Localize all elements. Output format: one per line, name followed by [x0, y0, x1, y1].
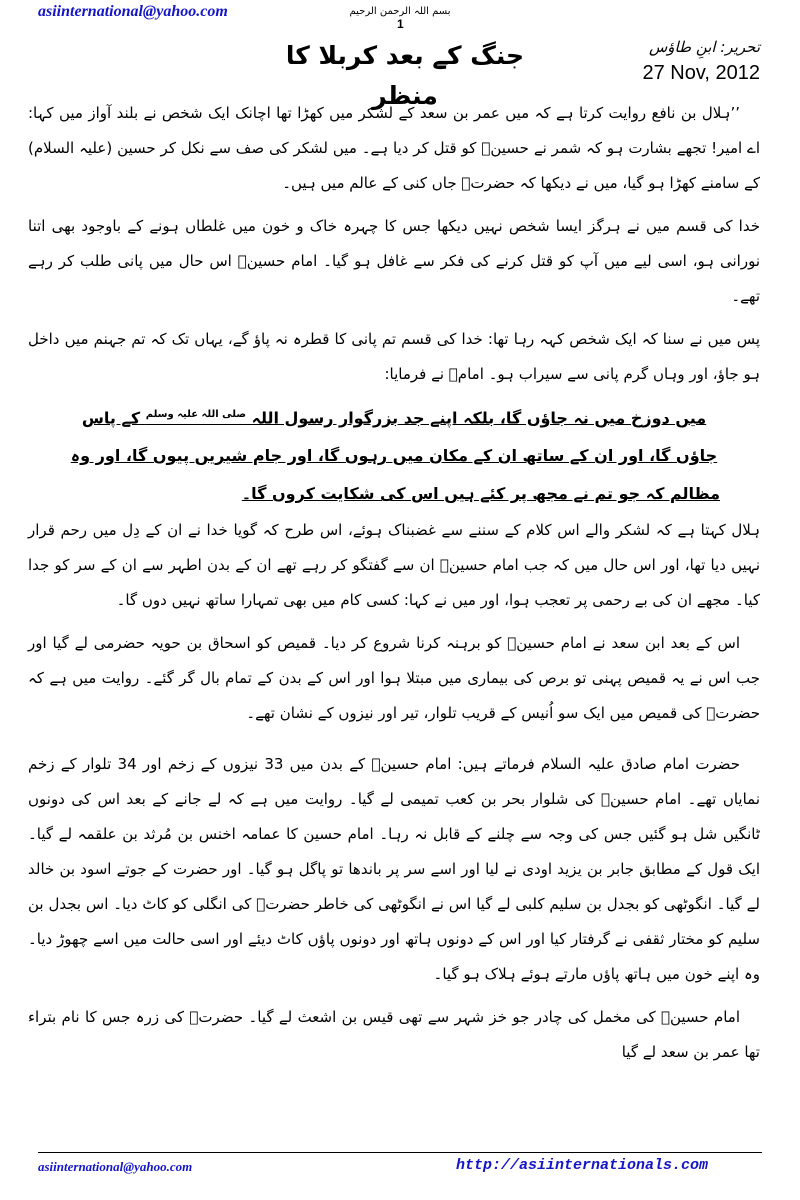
paragraph-6: حضرت امام صادق علیہ السلام فرماتے ہیں: امام حسینؑ کے بدن میں 33 نیزوں کے زخم اور 34 تلوار کے زخم نمایاں تھے۔ امام حسینؑ کی شلوار بحر بن کعب تمیمی لے گیا۔ روایت میں ہے کہ لے جانے کے بعد اس کی دونوں ٹانگیں شل ہو گئیں جس کی وجہ سے چلنے کے قابل نہ رہا۔ امام حسین کا عمامہ اخنس بن مُرثد بن علقمہ لے گیا۔ ایک قول کے مطابق جابر بن یزید اودی نے لیا اور اسے سر پر باندھا تو پاگل ہو گیا۔ اور حضرت کے جوتے اسود بن خالد لے گیا۔ انگوٹھی کو بجدل بن سلیم کلبی لے گیا اس نے انگوٹھی کی خاطر حضرتؑ کی انگلی کو کاٹ دیا۔ اس بجدل بن سلیم کو مختار ثقفی نے گرفتار کیا اور اس کے دونوں ہاتھ اور دونوں پاؤں کاٹ دیئے اور اسی حالت میں اسے چھوڑ دیا۔ وہ اپنے خون میں ہاتھ پاؤں مارتے ہوئے ہلاک ہو گیا۔: [28, 755, 760, 984]
saw-honorific: صلی اللہ علیہ وسلم: [145, 409, 246, 420]
quote-part-1: میں دوزخ میں نہ جاؤں گا، بلکہ اپنے جد بزرگوار رسول اللہ: [251, 408, 707, 428]
paragraph-3: پس میں نے سنا کہ ایک شخص کہہ رہا تھا: خدا کی قسم تم پانی کا قطرہ نہ پاؤ گے، یہاں تک کہ تم جہنم میں داخل ہو جاؤ، اور وہاں گرم پانی سے سیراب ہو۔ امامؑ نے فرمایا:: [28, 330, 760, 383]
header-email[interactable]: asiinternational@yahoo.com: [38, 3, 228, 20]
footer-email[interactable]: asiinternational@yahoo.com: [38, 1159, 193, 1174]
quote-part-2: کے پاس جاؤں گا، اور ان کے ساتھ ان کے مکان میں رہوں گا، اور جام شیریں پیوں گا، اور وہ مظالم کہ جو تم نے مجھ پر کئے ہیں اس کی شکایت کروں گا۔: [70, 408, 720, 504]
footer-website-link[interactable]: http://asiinternationals.com: [455, 1157, 708, 1174]
page-title: جنگ کے بعد کربلا کا منظر: [285, 41, 525, 110]
footer-divider: [38, 1152, 762, 1153]
article-body: [28, 88, 760, 1070]
page-number: 1: [397, 17, 404, 31]
publish-date: 27 Nov, 2012: [642, 62, 760, 84]
author-byline: تحریر: ابنِ طاؤس: [649, 38, 760, 56]
paragraph-5: اس کے بعد ابن سعد نے امام حسینؑ کو برہنہ کرنا شروع کر دیا۔ قمیص کو اسحاق بن حویہ حضرمی لے گیا اور جب اس نے یہ قمیص پہنی تو برص کی بیماری میں مبتلا ہوا اور اس کے بدن کے تمام بال گر گئے۔ روایت میں ہے کہ حضرتؑ کی قمیص میں ایک سو اُنیس کے قریب تلوار، تیر اور نیزوں کے نشان تھے۔: [28, 634, 760, 723]
paragraph-7: امام حسینؑ کی مخمل کی چادر جو خز شہر سے تھی قیس بن اشعث لے گیا۔ حضرتؑ کی زرہ جس کا نام بتراء تھا عمر بن سعد لے گیا: [28, 1008, 760, 1062]
bismillah: بسم اللہ الرحمن الرحیم: [349, 6, 451, 17]
paragraph-4: ہلال کہتا ہے کہ لشکر والے اس کلام کے سننے سے غضبناک ہوئے، اس طرح کہ گویا خدا نے ان کے دِل میں رحم قرار نہیں دیا تھا، اور اس حال میں کہ جب امام حسینؑ ان سے گفتگو کر رہے تھے ان کے بدن اطہر سے ان کے سر کو جدا کیا۔ مجھے ان کی بے رحمی پر تعجب ہوا، اور میں نے کہا: کسی کام میں بھی تمہارا ساتھ نہیں دوں گا۔: [28, 521, 760, 610]
paragraph-1: ’’ہلال بن نافع روایت کرتا ہے کہ میں عمر بن سعد کے لشکر میں کھڑا تھا اچانک ایک شخص نے بلند آواز میں کہا: اے امیر! تجھے بشارت ہو کہ شمر نے حسینؑ کو قتل کر دیا ہے۔ میں لشکر کی صف سے نکل کر حسین (علیہ السلام) کے سامنے کھڑا ہو گیا، میں نے دیکھا کہ حضرتؑ جاں کنی کے عالم میں ہیں۔: [28, 104, 760, 192]
imam-quote: [68, 396, 720, 513]
paragraph-2: خدا کی قسم میں نے ہرگز ایسا شخص نہیں دیکھا جس کا چہرہ خاک و خون میں غلطاں ہونے کے باوجود بھی اتنا نورانی ہو، اسی لیے میں آپ کو قتل کرنے کی فکر سے غافل ہو گیا۔ امام حسینؑ اس حال میں پانی طلب کر رہے تھے۔: [28, 217, 760, 305]
